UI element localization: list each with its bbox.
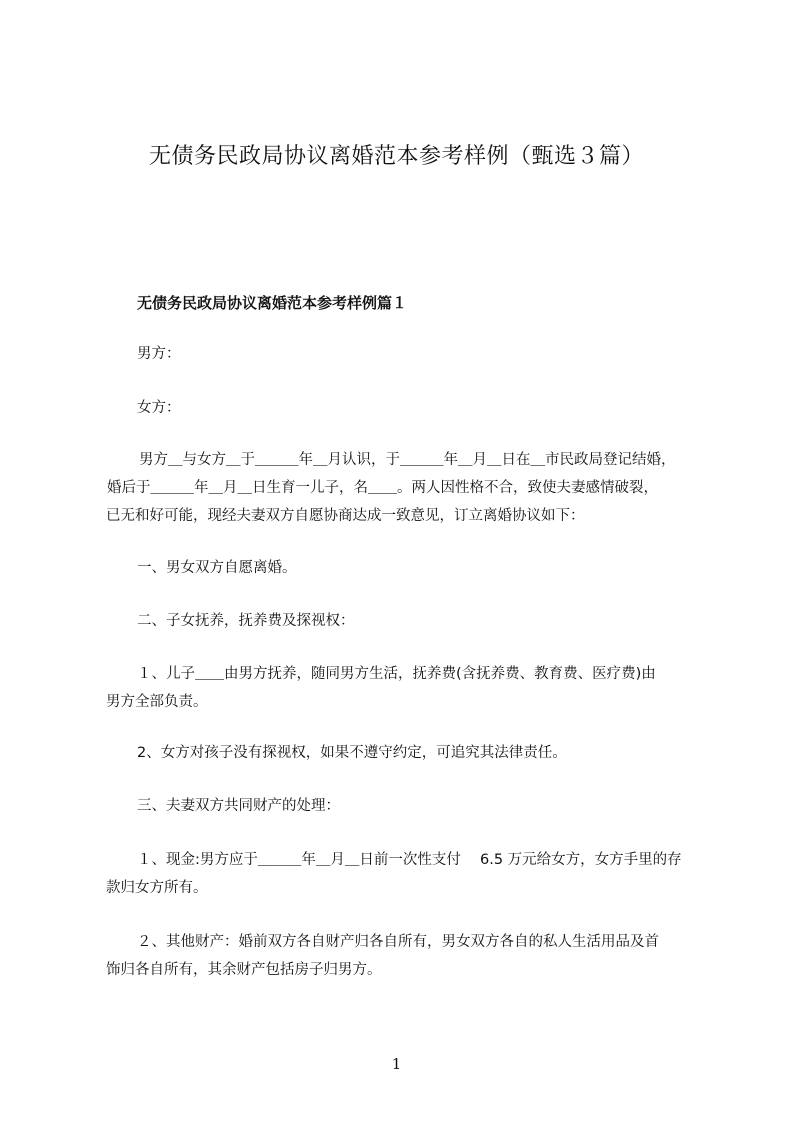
document-title: 无债务民政局协议离婚范本参考样例（甄选３篇） — [148, 144, 644, 169]
clause-2-2: 2、女方对孩子没有探视权，如果不遵守约定，可追究其法律责任。 — [137, 745, 567, 761]
page-number: 1 — [391, 1055, 402, 1073]
clause-3-heading: 三、夫妻双方共同财产的处理： — [137, 798, 340, 814]
clause-3-1-line-2: 款归女方所有。 — [106, 880, 208, 896]
female-party-line: 女方： — [137, 400, 181, 416]
section-heading: 无债务民政局协议离婚范本参考样例篇１ — [137, 294, 408, 312]
male-party-line: 男方： — [137, 346, 181, 362]
clause-3-2-line-1: ２、其他财产：婚前双方各自财产归各自所有，男女双方各自的私人生活用品及首 — [137, 934, 659, 950]
clause-3-2-line-2: 饰归各自所有，其余财产包括房子归男方。 — [106, 962, 382, 978]
clause-2-1-line-1: １、儿子＿＿由男方抚养，随同男方生活，抚养费(含抚养费、教育费、医疗费)由 — [137, 666, 656, 682]
clause-2-heading: 二、子女抚养，抚养费及探视权： — [137, 613, 355, 629]
clause-3-1-line-1: １、现金:男方应于＿＿＿年＿月＿日前一次性支付 6.5 万元给女方，女方手里的存 — [137, 852, 682, 868]
intro-paragraph-line-1: 男方＿与女方＿于＿＿＿年＿月认识，于＿＿＿年＿月＿日在＿市民政局登记结婚， — [139, 452, 676, 468]
intro-paragraph-line-3: 已无和好可能，现经夫妻双方自愿协商达成一致意见，订立离婚协议如下： — [106, 508, 585, 524]
intro-paragraph-line-2: 婚后于＿＿＿年＿月＿日生育一儿子，名＿＿。两人因性格不合，致使夫妻感情破裂， — [107, 480, 658, 496]
clause-1: 一、男女双方自愿离婚。 — [137, 560, 297, 576]
clause-2-1-line-2: 男方全部负责。 — [106, 694, 208, 710]
